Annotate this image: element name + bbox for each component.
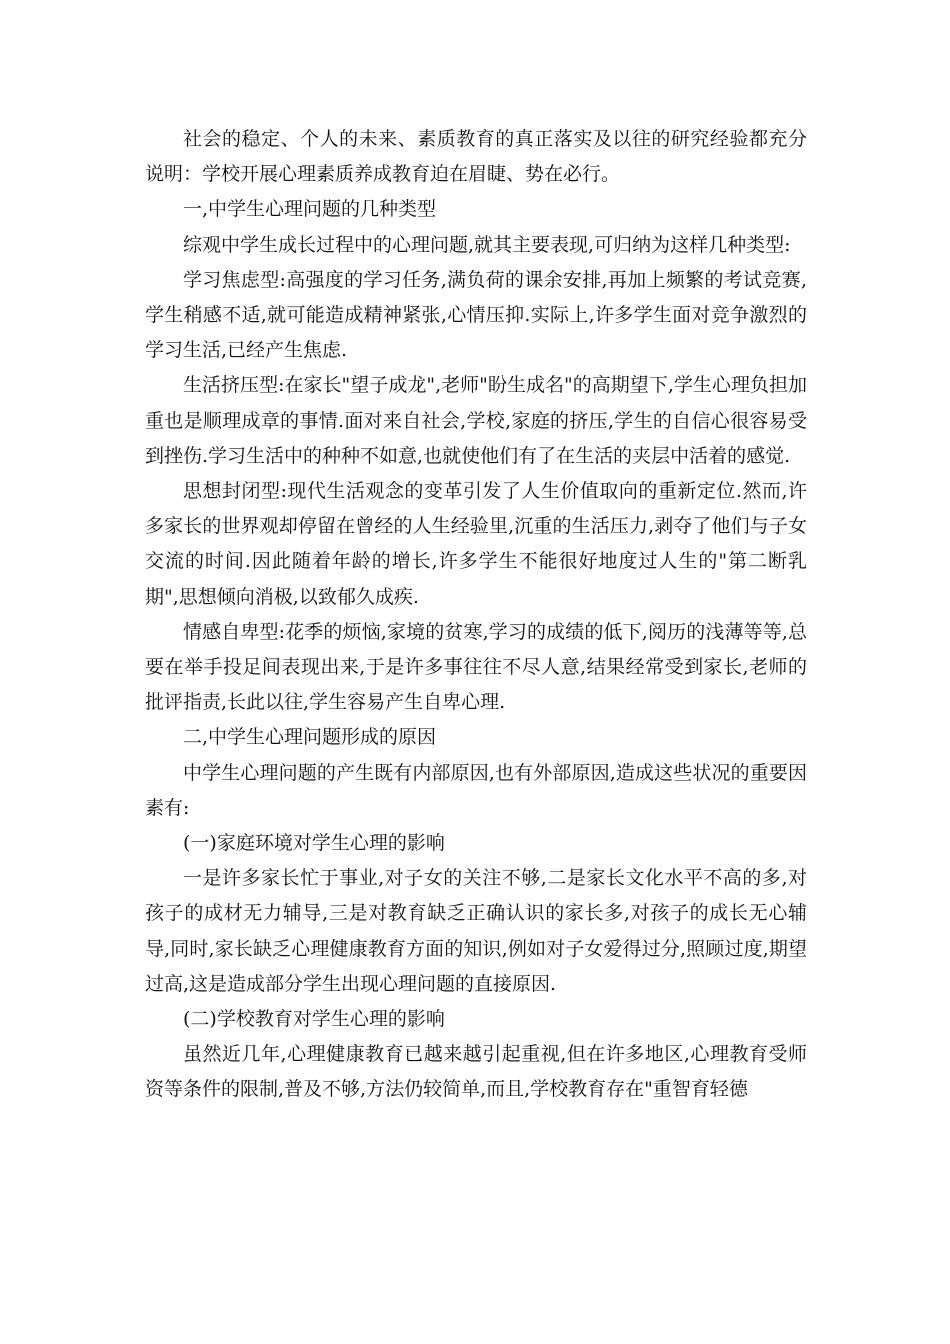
subheading-family: (一)家庭环境对学生心理的影响 [183,832,445,855]
paragraph-family: 一是许多家长忙于事业,对子女的关注不够,二是家长文化水平不高的多,对孩子的成材无力辅导,三是对教育缺乏正确认识的家长多,对孩子的成长无心辅导,同时,家长缺乏心理健康教育方面的知识,例如对子女爱得过分,照顾过度,期望过高,这是造成部分学生出现心理问题的直接原因. [145,867,807,995]
paragraph-school: 虽然近几年,心理健康教育已越来越引起重视,但在许多地区,心理教育受师资等条件的限制,普及不够,方法仍较简单,而且,学校教育存在"重智育轻德 [145,1043,807,1101]
paragraph-study-anxiety: 学习焦虑型:高强度的学习任务,满负荷的课余安排,再加上频繁的考试竞赛,学生稍感不适,就可能造成精神紧张,心情压抑.实际上,许多学生面对竞争激烈的学习生活,已经产生焦虑. [145,268,807,362]
paragraph-emotional-inferiority: 情感自卑型:花季的烦恼,家境的贫寒,学习的成绩的低下,阅历的浅薄等等,总要在举手投足间表现出来,于是许多事往往不尽人意,结果经常受到家长,老师的批评指责,长此以往,学生容易产生自卑心理. [145,620,807,714]
paragraph-closed-thinking: 思想封闭型:现代生活观念的变革引发了人生价值取向的重新定位.然而,许多家长的世界观却停留在曾经的人生经验里,沉重的生活压力,剥夺了他们与子女交流的时间.因此随着年龄的增长,许多学生不能很好地度过人生的"第二断乳期",思想倾向消极,以致郁久成疾. [145,480,807,608]
subheading-school: (二)学校教育对学生心理的影响 [183,1008,445,1031]
document-body [145,122,807,1108]
section-heading-types: 一,中学生心理问题的几种类型 [183,198,437,221]
paragraph-causes-intro: 中学生心理问题的产生既有内部原因,也有外部原因,造成这些状况的重要因素有: [145,761,807,819]
section-heading-causes: 二,中学生心理问题形成的原因 [183,726,437,749]
paragraph-life-pressure: 生活挤压型:在家长"望子成龙",老师"盼生成名"的高期望下,学生心理负担加重也是顺理成章的事情.面对来自社会,学校,家庭的挤压,学生的自信心很容易受到挫伤.学习生活中的种种不如意,也就使他们有了在生活的夹层中活着的感觉. [145,374,807,467]
paragraph-overview: 综观中学生成长过程中的心理问题,就其主要表现,可归纳为这样几种类型: [183,233,791,256]
paragraph-intro: 社会的稳定、个人的未来、素质教育的真正落实及以往的研究经验都充分说明：学校开展心理素质养成教育迫在眉睫、势在必行。 [145,128,807,186]
